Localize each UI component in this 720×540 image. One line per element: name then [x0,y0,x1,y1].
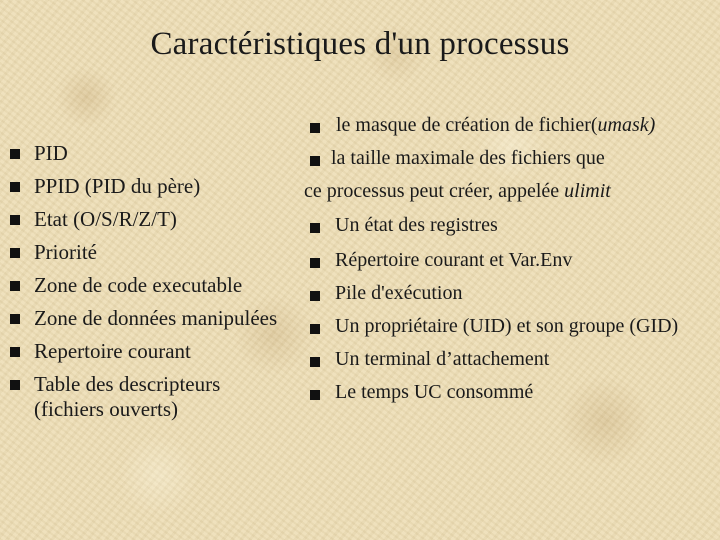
list-item: Etat (O/S/R/Z/T) [10,203,295,236]
square-bullet-icon [310,324,320,334]
list-item: Priorité [10,236,295,269]
square-bullet-icon [10,149,20,159]
list-item: Un terminal d’attachement [310,348,524,371]
size-line1: la taille maximale des fichiers que [331,147,605,169]
square-bullet-icon [310,390,320,400]
square-bullet-icon [310,156,320,166]
square-bullet-icon [10,314,20,324]
square-bullet-icon [310,357,320,367]
square-bullet-icon [310,123,320,133]
square-bullet-icon [10,380,20,390]
square-bullet-icon [310,258,320,268]
list-item: Un propriétaire (UID) et son groupe (GID) [310,315,653,338]
list-item: Zone de données manipulées [10,302,295,335]
square-bullet-icon [10,248,20,258]
slide-title: Caractéristiques d'un processus [150,26,570,62]
list-item: Table des descripteurs (fichiers ouverts) [10,368,295,426]
list-item: Repertoire courant [10,335,295,368]
umask-text: le masque de création de fichier( [336,114,598,136]
list-item-umask [310,114,656,137]
ulimit-term: ulimit [564,180,611,202]
square-bullet-icon [310,223,320,233]
list-item: Pile d'exécution [310,282,437,305]
list-item: Zone de code executable [10,269,295,302]
list-item: Répertoire courant et Var.Env [310,249,547,272]
size-line2: ce processus peut créer, appelée ulimit [304,180,611,202]
list-item: Le temps UC consommé [310,381,508,404]
list-item: Un état des registres [310,214,473,237]
list-item: PID [10,137,295,170]
left-list [10,137,295,426]
list-item-size [310,147,605,170]
square-bullet-icon [10,182,20,192]
list-item: PPID (PID du père) [10,170,295,203]
square-bullet-icon [10,215,20,225]
square-bullet-icon [310,291,320,301]
umask-term: umask) [597,114,656,136]
square-bullet-icon [10,281,20,291]
square-bullet-icon [10,347,20,357]
